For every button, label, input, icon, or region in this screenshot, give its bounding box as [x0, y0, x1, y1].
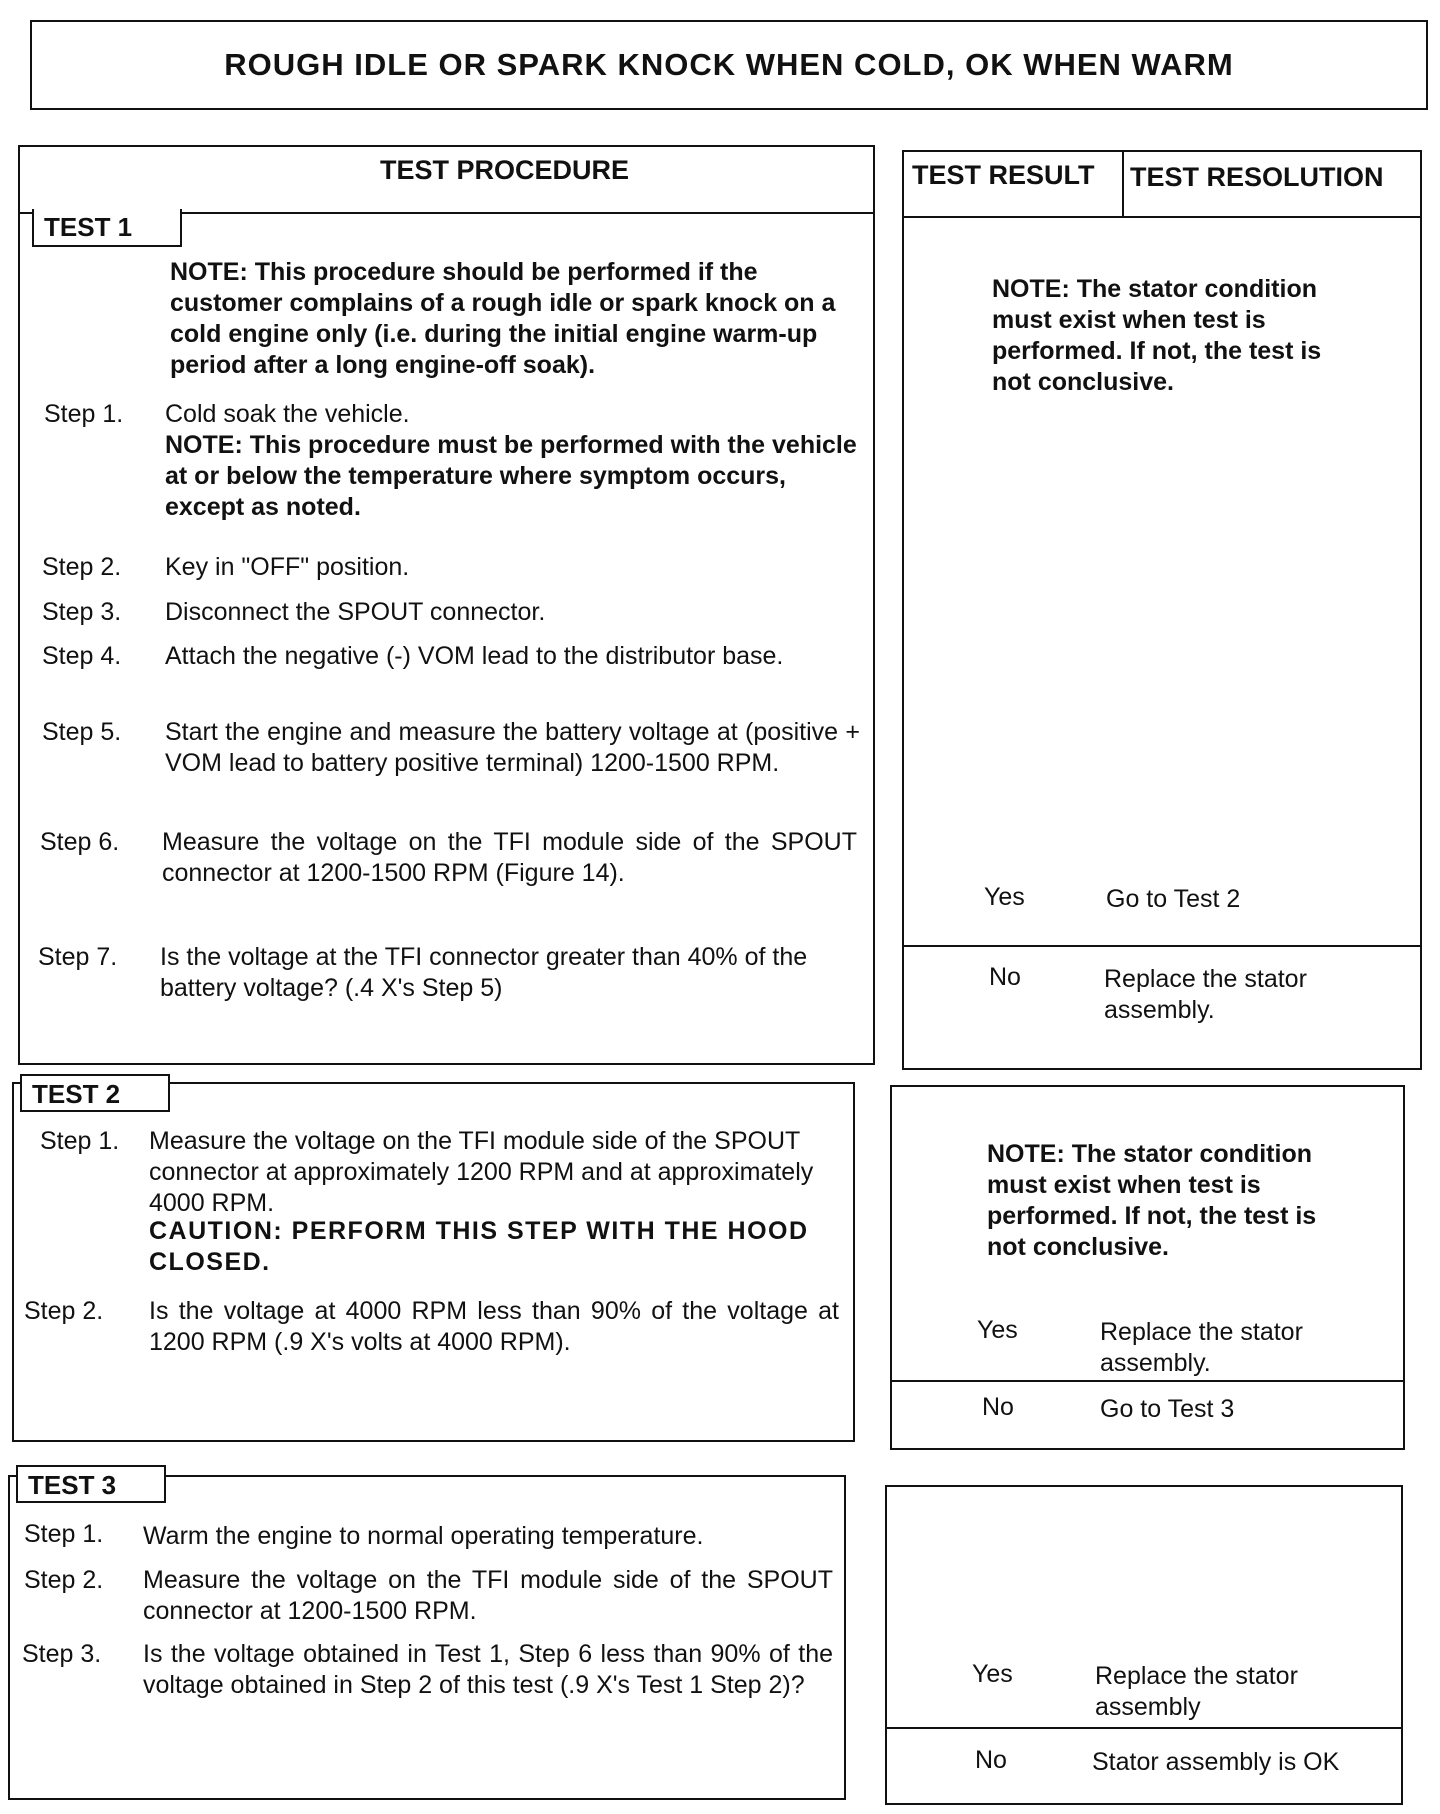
test-procedure-header: TEST PROCEDURE	[380, 155, 630, 185]
test3-resolution-yes: Replace the stator assembly	[1095, 1662, 1298, 1721]
test1-step5-num: Step 5.	[42, 718, 122, 746]
test2-result-no: No	[982, 1393, 1014, 1421]
test3-result-yes: Yes	[972, 1660, 1013, 1688]
test1-step1-text: Cold soak the vehicle.	[165, 400, 410, 428]
test3-step2-text: Measure the voltage on the TFI module side of the SPOUT connector at 1200-1500 RPM.	[143, 1566, 833, 1625]
test1-result-note: NOTE: The stator condition must exist when test is performed. If not, the test is not conclusive.	[992, 275, 1322, 396]
test1-result-yes: Yes	[984, 883, 1025, 911]
test2-procedure-box	[12, 1079, 855, 1442]
test1-step7-num: Step 7.	[38, 943, 118, 971]
test1-step2-num: Step 2.	[42, 553, 122, 581]
test1-step3-num: Step 3.	[42, 598, 122, 626]
test3-procedure-box	[8, 1470, 846, 1800]
test3-step2-num: Step 2.	[24, 1566, 104, 1594]
test1-result-box	[902, 150, 1422, 1070]
test-result-header: TEST RESULT	[912, 160, 1095, 190]
test2-resolution-yes: Replace the stator assembly.	[1100, 1318, 1303, 1377]
test2-step1-num: Step 1.	[40, 1127, 120, 1155]
header-col-divider	[1122, 152, 1124, 216]
test2-step2-num: Step 2.	[24, 1297, 104, 1325]
test1-step2-text: Key in "OFF" position.	[165, 553, 410, 581]
test1-step7-text: Is the voltage at the TFI connector greater than 40% of the battery voltage? (.4 X's Step 5)	[160, 943, 808, 1002]
page-title: ROUGH IDLE OR SPARK KNOCK WHEN COLD, OK WHEN WARM	[224, 47, 1234, 82]
test1-result-divider	[904, 945, 1422, 947]
test3-result-box	[885, 1485, 1403, 1805]
test3-step1-text: Warm the engine to normal operating temperature.	[143, 1522, 704, 1550]
test3-result-divider	[887, 1727, 1403, 1729]
test1-step6-text: Measure the voltage on the TFI module side of the SPOUT connector at 1200-1500 RPM (Figure 14).	[162, 828, 857, 887]
test3-result-no: No	[975, 1746, 1007, 1774]
test3-step1-num: Step 1.	[24, 1520, 104, 1548]
test1-step6-num: Step 6.	[40, 828, 120, 856]
test1-step1-num: Step 1.	[44, 400, 124, 428]
test2-step1-text: Measure the voltage on the TFI module side of the SPOUT connector at approximately 1200 RPM and at approximately 4000 RPM.	[149, 1127, 814, 1217]
test3-resolution-no: Stator assembly is OK	[1092, 1748, 1340, 1776]
test1-step5-text: Start the engine and measure the battery voltage at (positive + VOM lead to battery positive terminal) 1200-1500 RPM.	[165, 718, 860, 777]
test1-step4-num: Step 4.	[42, 642, 122, 670]
test1-result-no: No	[989, 963, 1021, 991]
test2-result-yes: Yes	[977, 1316, 1018, 1344]
result-header-divider	[904, 216, 1422, 218]
test1-resolution-yes: Go to Test 2	[1106, 885, 1241, 913]
test2-resolution-no: Go to Test 3	[1100, 1395, 1235, 1423]
test2-step1-caution: CAUTION: PERFORM THIS STEP WITH THE HOOD CLOSED.	[149, 1217, 809, 1276]
test1-procedure-box	[18, 145, 875, 1065]
test-resolution-header: TEST RESOLUTION	[1130, 162, 1384, 192]
test3-step3-num: Step 3.	[22, 1640, 102, 1668]
test2-result-divider	[892, 1380, 1405, 1382]
test1-step3-text: Disconnect the SPOUT connector.	[165, 598, 546, 626]
test2-step2-text: Is the voltage at 4000 RPM less than 90% of the voltage at 1200 RPM (.9 X's volts at 4000 RPM).	[149, 1297, 839, 1356]
test1-note: NOTE: This procedure should be performed if the customer complains of a rough idle or spark knock on a cold engine only (i.e. during the initial engine warm-up period after a long engine-off soak).	[170, 258, 836, 379]
test1-step4-text: Attach the negative (-) VOM lead to the distributor base.	[165, 642, 784, 670]
test2-result-note: NOTE: The stator condition must exist when test is performed. If not, the test is not conclusive.	[987, 1140, 1317, 1261]
title-box	[30, 20, 1428, 110]
test1-step1-note: NOTE: This procedure must be performed with the vehicle at or below the temperature where symptom occurs, except as noted.	[165, 431, 857, 521]
test2-label: TEST 2	[20, 1074, 170, 1112]
test1-label: TEST 1	[32, 209, 182, 247]
test1-resolution-no: Replace the stator assembly.	[1104, 965, 1307, 1024]
test2-result-box	[890, 1085, 1405, 1450]
test3-step3-text: Is the voltage obtained in Test 1, Step 6 less than 90% of the voltage obtained in Step 2 of this test (.9 X's Test 1 Step 2)?	[143, 1640, 833, 1699]
test3-label: TEST 3	[16, 1465, 166, 1503]
